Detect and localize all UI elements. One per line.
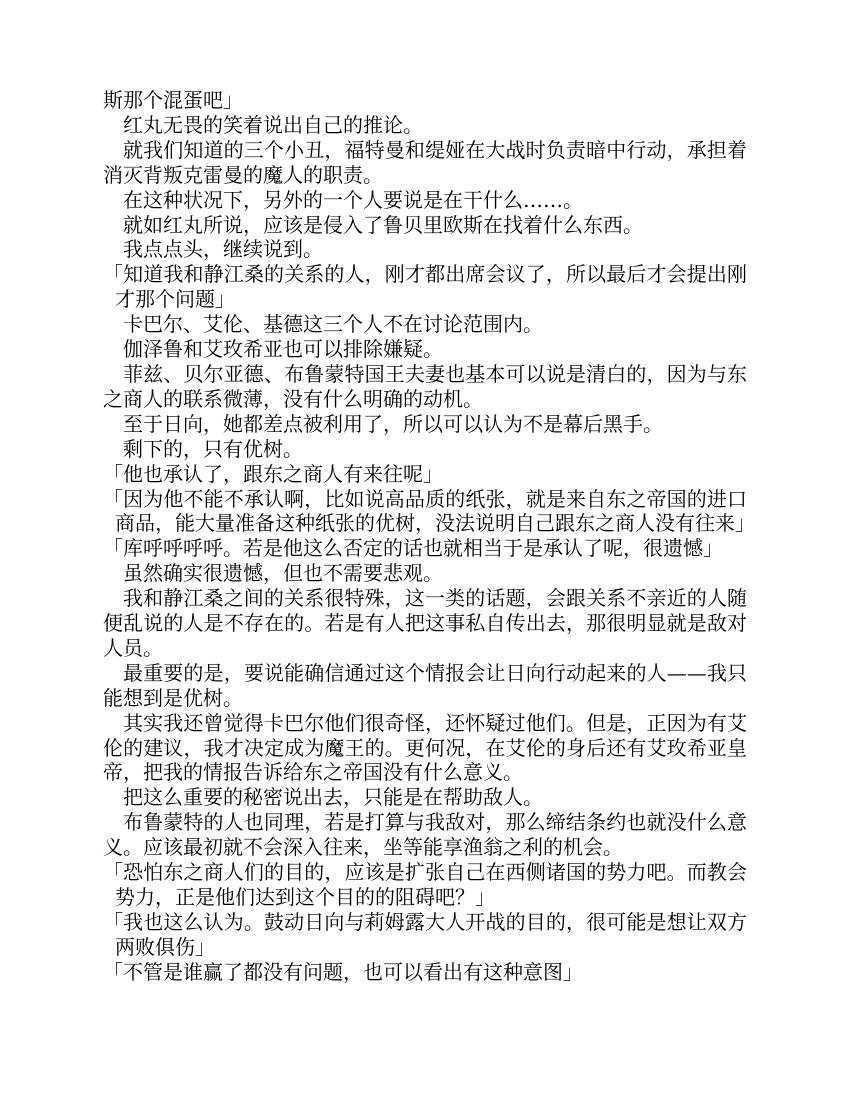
paragraph-13: 「他也承认了，跟东之商人有来往呢」 [103,461,443,486]
document-page [103,88,755,985]
paragraph-24: 「不管是谁赢了都没有问题，也可以看出有这种意图」 [103,959,583,984]
paragraph-18: 最重要的是，要说能确信通过这个情报会让日向行动起来的人——我只能想到是优树。 [103,660,747,710]
paragraph-8: 卡巴尔、艾伦、基德这三个人不在讨论范围内。 [123,312,543,337]
paragraph-23: 「我也这么认为。鼓动日向与莉姆露大人开战的目的，很可能是想让双方两败俱伤」 [103,909,747,959]
paragraph-3: 就我们知道的三个小丑，福特曼和缇娅在大战时负责暗中行动，承担着消灭背叛克雷曼的魔人的职责。 [103,137,747,187]
paragraph-2: 红丸无畏的笑着说出自己的推论。 [123,112,423,137]
paragraph-5: 就如红丸所说，应该是侵入了鲁贝里欧斯在找着什么东西。 [123,212,643,237]
paragraph-22: 「恐怕东之商人们的目的，应该是扩张自己在西侧诸国的势力吧。而教会势力，正是他们达到这个目的的阻碍吧？」 [103,860,747,909]
paragraph-4: 在这种状况下，另外的一个人要说是在干什么……。 [123,187,583,212]
paragraph-11: 至于日向，她都差点被利用了，所以可以认为不是幕后黑手。 [123,411,663,436]
paragraph-10: 菲兹、贝尔亚德、布鲁蒙特国王夫妻也基本可以说是清白的，因为与东之商人的联系微薄，没有什么明确的动机。 [103,361,747,411]
paragraph-21: 布鲁蒙特的人也同理，若是打算与我敌对，那么缔结条约也就没什么意义。应该最初就不会深入往来，坐等能享渔翁之利的机会。 [103,810,747,860]
paragraph-6: 我点点头，继续说到。 [123,237,323,262]
paragraph-1: 斯那个混蛋吧」 [103,88,243,112]
paragraph-7: 「知道我和静江桑的关系的人，刚才都出席会议了，所以最后才会提出刚才那个问题」 [103,262,747,312]
paragraph-19: 其实我还曾觉得卡巴尔他们很奇怪，还怀疑过他们。但是，正因为有艾伦的建议，我才决定成为魔王的。更何况，在艾伦的身后还有艾玫希亚皇帝，把我的情报告诉给东之帝国没有什么意义。 [103,710,747,785]
paragraph-17: 我和静江桑之间的关系很特殊，这一类的话题，会跟关系不亲近的人随便乱说的人是不存在的。若是有人把这事私自传出去，那很明显就是敌对人员。 [103,586,747,660]
paragraph-15: 「库呼呼呼呼。若是他这么否定的话也就相当于是承认了呢，很遗憾」 [103,536,723,561]
paragraph-9: 伽泽鲁和艾玫希亚也可以排除嫌疑。 [123,337,443,362]
paragraph-12: 剩下的，只有优树。 [123,436,303,461]
paragraph-20: 把这么重要的秘密说出去，只能是在帮助敌人。 [123,785,543,810]
paragraph-16: 虽然确实很遗憾，但也不需要悲观。 [123,561,443,586]
paragraph-14: 「因为他不能不承认啊，比如说高品质的纸张，就是来自东之帝国的进口商品，能大量准备这种纸张的优树，没法说明自己跟东之商人没有往来」 [103,486,755,536]
